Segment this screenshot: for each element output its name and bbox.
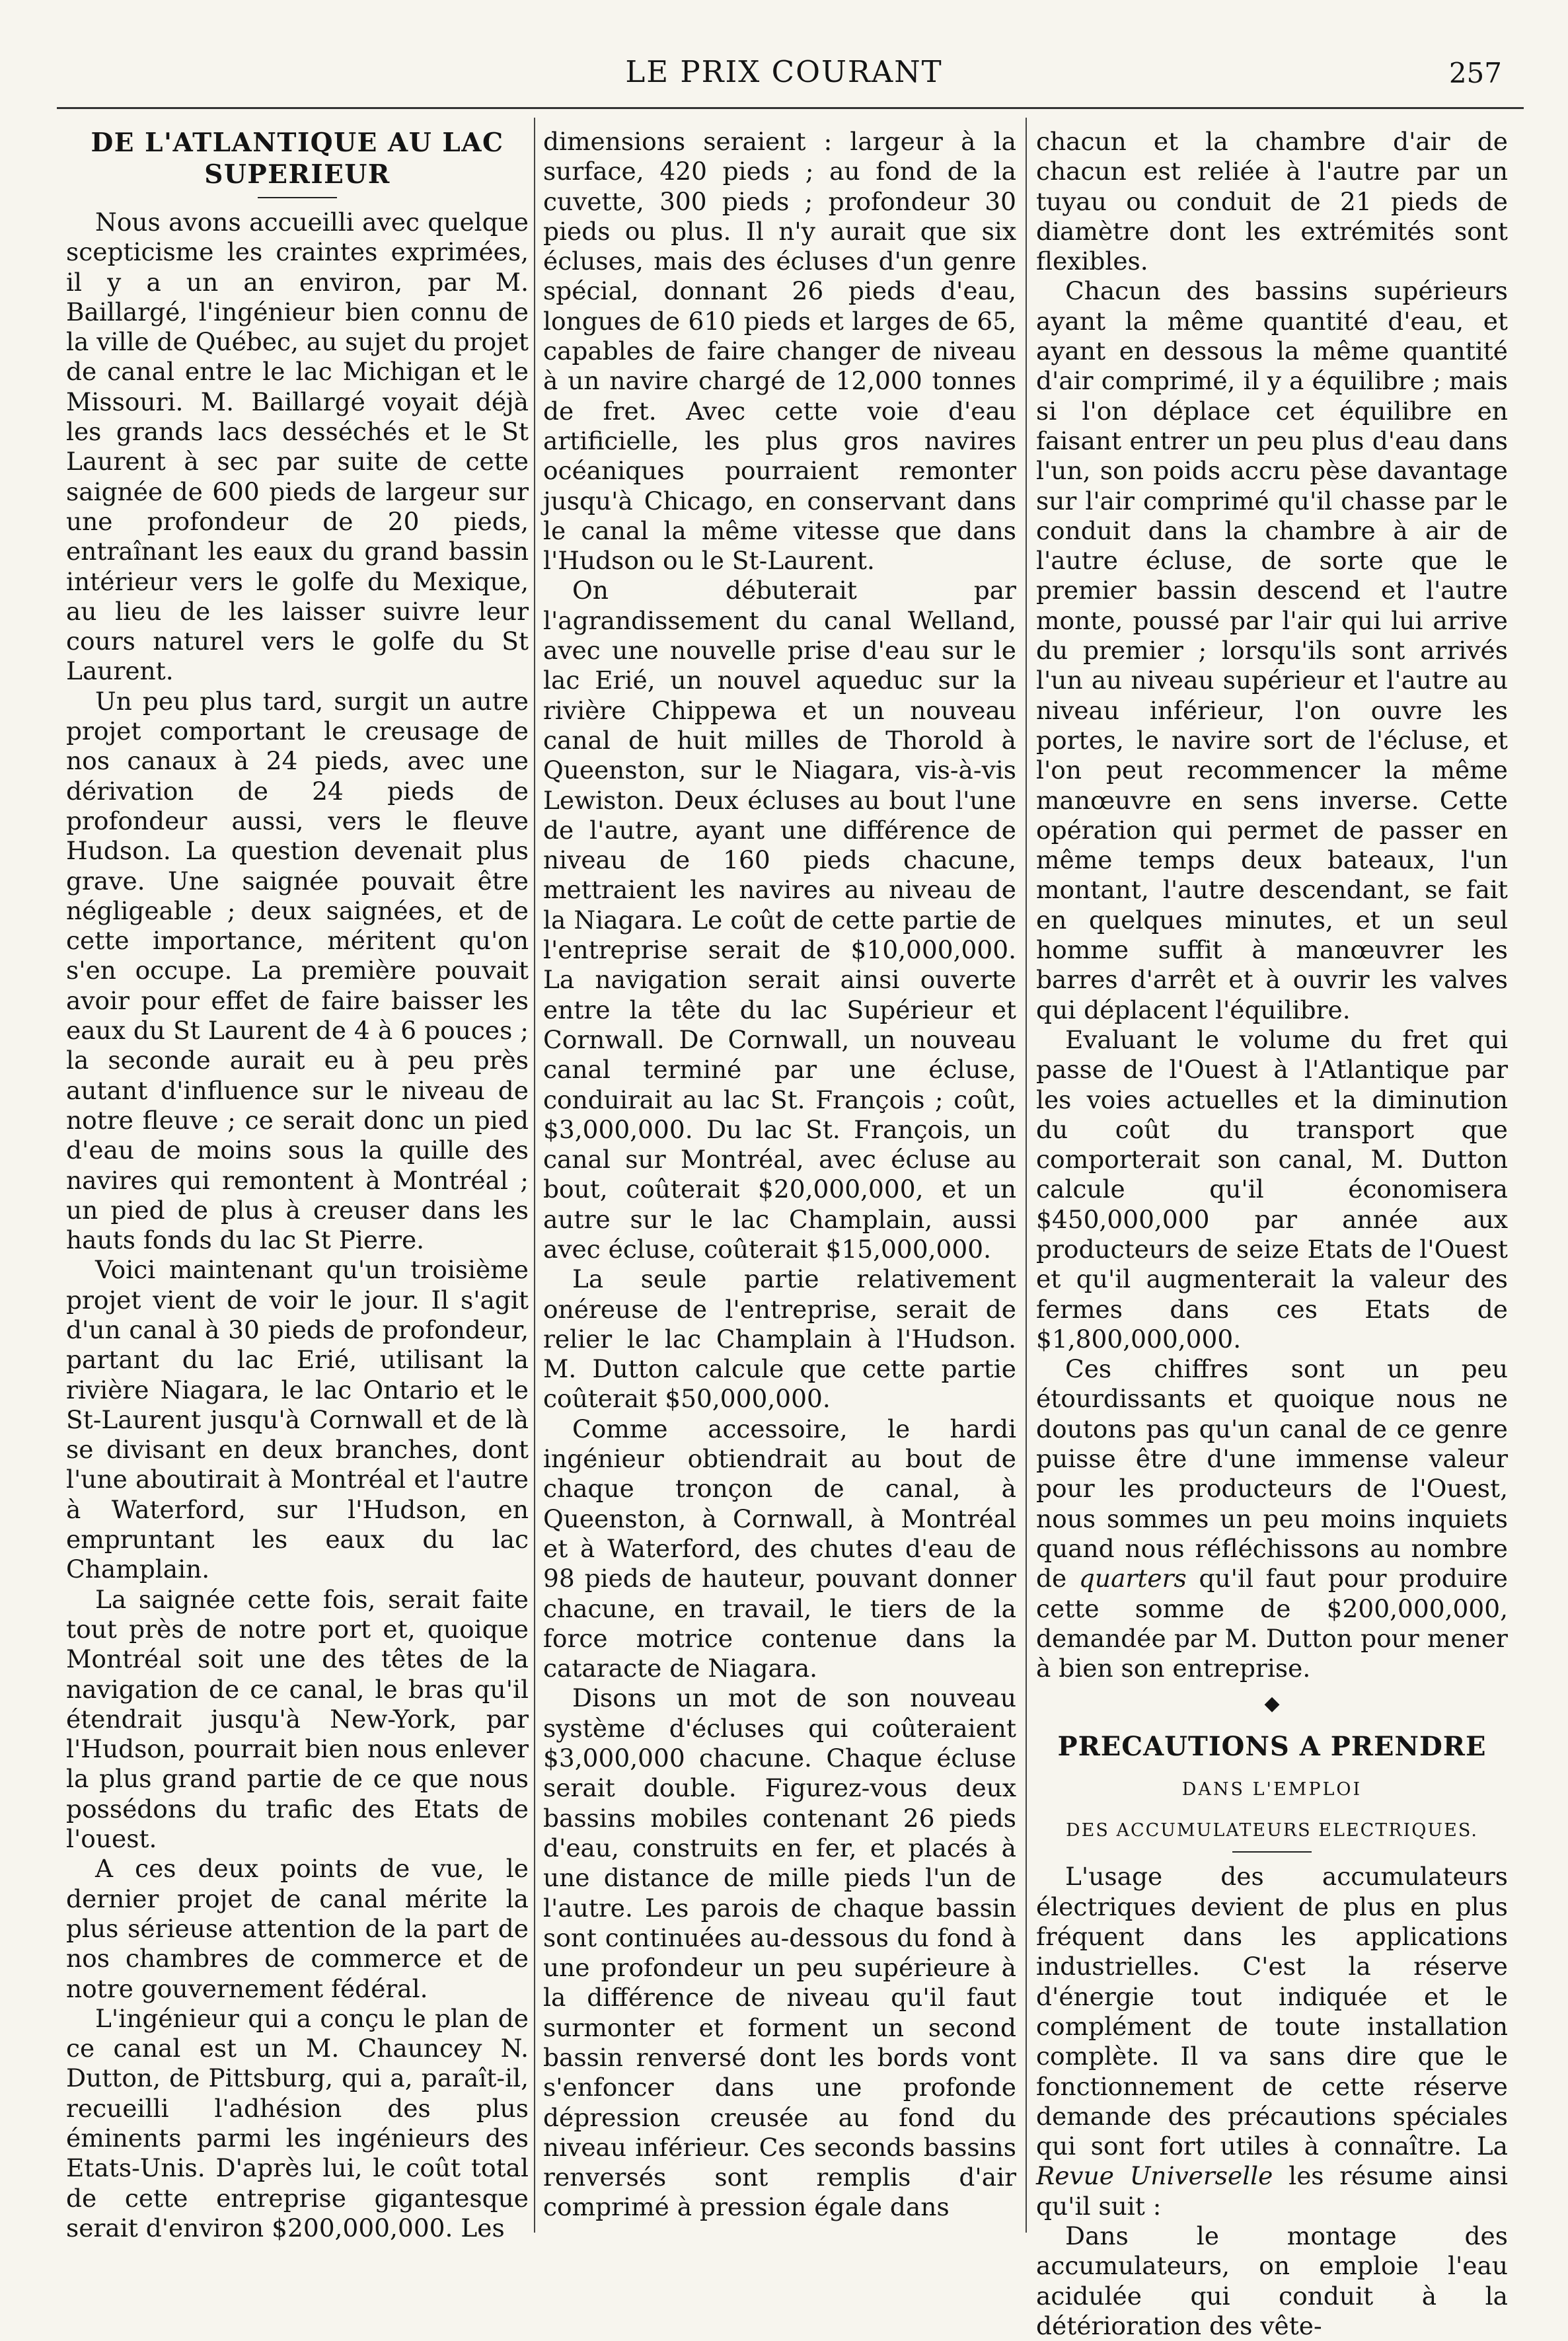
paragraph-text: Ces chiffres sont un peu étourdissants et quoique nous ne doutons pas qu'un canal de ce genre puisse être d'une immense valeur pour les producteurs de l'Ouest, nous sommes un peu moins inquiets quand nous réfléchissons au nombre de [1036,1354,1508,1593]
article-subtitle: DES ACCUMULATEURS ELECTRIQUES. [1066,1820,1478,1841]
paragraph: Dans le montage des accumulateurs, on emploie l'eau acidulée qui conduit à la détérioration des vête- [1036,2221,1508,2340]
article-title: PRECAUTIONS A PRENDRE [1057,1731,1487,1763]
paragraph: Chacun des bassins supérieurs ayant la même quantité d'eau, et ayant en dessous la même quantité d'air comprimé, il y a équilibre ; mais si l'on déplace cet équilibre en faisant entrer un peu plus d'eau dans l'un, son poids accru pèse davantage sur l'air comprimé qu'il chasse par le conduit dans la chambre à air de l'autre écluse, de sorte que le premier bassin descend et l'autre monte, poussé par l'air qui lui arrive du premier ; lorsqu'ils sont arrivés l'un au niveau supérieur et l'autre au niveau inférieur, l'on ouvre les portes, le navire sort de l'écluse, et l'on peut recommencer la même manœuvre en sens inverse. Cette opération qui permet de passer en même temps deux bateaux, l'un montant, l'autre descendant, se fait en quelques minutes, et un seul homme suffit à manœuvrer les barres d'arrêt et à ouvrir les valves qui déplacent l'équilibre. [1036,276,1508,1024]
journal-title: LE PRIX COURANT [625,54,943,89]
article-title: DE L'ATLANTIQUE AU LAC SUPERIEUR [91,128,504,190]
header-rule [57,107,1524,109]
paragraph [1036,1862,1508,2221]
paragraph: chacun et la chambre d'air de chacun est reliée à l'autre par un tuyau ou conduit de 21 pieds de diamètre dont les extrémités sont flexibles. [1036,127,1508,276]
paragraph: L'ingénieur qui a conçu le plan de ce canal est un M. Chauncey N. Dutton, de Pittsburg, qui a, paraît-il, recueilli l'adhésion des plus éminents parmi les ingénieurs des Etats-Unis. D'après lui, le coût total de cette entreprise gigantesque serait d'environ $200,000,000. Les [66,2003,529,2243]
paragraph-text: les résume ainsi qu'il suit : [1036,2161,1508,2221]
column-divider-1 [534,118,535,2233]
paragraph: dimensions seraient : largeur à la surface, 420 pieds ; au fond de la cuvette, 300 pieds ; profondeur 30 pieds ou plus. Il n'y aurait que six écluses, mais des écluses d'un genre spécial, donnant 26 pieds d'eau, longues de 610 pieds et larges de 65, capables de faire changer de niveau à un navire chargé de 12,000 tonnes de fret. Avec cette voie d'eau artificielle, les plus gros navires océaniques pourraient remonter jusqu'à Chicago, en conservant dans le canal la même vitesse que dans l'Hudson ou le St-Laurent. [543,127,1016,576]
section-ornament: ◆ [1264,1692,1280,1716]
paragraph: La seule partie relativement onéreuse de l'entreprise, serait de relier le lac Champlain à l'Hudson. M. Dutton calcule que cette partie coûterait $50,000,000. [543,1264,1016,1414]
title-rule [1232,1851,1312,1853]
paragraph: Comme accessoire, le hardi ingénieur obtiendrait au bout de chaque tronçon de canal, à Queenston, à Cornwall, à Montréal et à Waterford, des chutes d'eau de 98 pieds de hauteur, pouvant donner chacune, en travail, le tiers de la force motrice contenue dans la cataracte de Niagara. [543,1414,1016,1683]
paragraph: Nous avons accueilli avec quelque scepticisme les craintes exprimées, il y a un an environ, par M. Baillargé, l'ingénieur bien connu de la ville de Québec, au sujet du projet de canal entre le lac Michigan et le Missouri. M. Baillargé voyait déjà les grands lacs desséchés et le St Laurent à sec par suite de cette saignée de 600 pieds de largeur sur une profondeur de 20 pieds, entraînant les eaux du grand bassin intérieur vers le golfe du Mexique, au lieu de les laisser suivre leur cours naturel vers le golfe du St Laurent. [66,208,529,686]
italic-term: quarters [1078,1564,1187,1593]
page-number: 257 [1448,57,1502,89]
article-subtitle: DANS L'EMPLOI [1181,1779,1363,1800]
paragraph [1036,1354,1508,1683]
title-rule [258,197,337,198]
italic-term: Revue Universelle [1036,2161,1273,2191]
paragraph: Voici maintenant qu'un troisième projet vient de voir le jour. Il s'agit d'un canal à 30 pieds de profondeur, partant du lac Erié, utilisant la rivière Niagara, le lac Ontario et le St-Laurent jusqu'à Cornwall et de là se divisant en deux branches, dont l'une aboutirait à Montréal et l'autre à Waterford, sur l'Hudson, en empruntant les eaux du lac Champlain. [66,1255,529,1584]
paragraph-text: L'usage des accumulateurs électriques devient de plus en plus fréquent dans les applications industrielles. C'est la réserve d'énergie tout indiquée et le complément de toute installation complète. Il va sans dire que le fonctionnement de cette réserve demande des précautions spéciales qui sont fort utiles à connaître. La [1036,1862,1508,2161]
paragraph-text: qu'il faut pour produire cette somme de $200,000,000, demandée par M. Dutton pour mener à bien son entreprise. [1036,1564,1509,1683]
column-2 [543,127,1016,2242]
paragraph: Un peu plus tard, surgit un autre projet comportant le creusage de nos canaux à 24 pieds, avec une dérivation de 24 pieds de profondeur aussi, vers le fleuve Hudson. La question devenait plus grave. Une saignée pouvait être négligeable ; deux saignées, et de cette importance, méritent qu'on s'en occupe. La première pouvait avoir pour effet de faire baisser les eaux du St Laurent de 4 à 6 pouces ; la seconde aurait eu à peu près autant d'influence sur le niveau de notre fleuve ; ce serait donc un pied d'eau de moins sous la quille des navires qui remontent à Montréal ; un pied de plus à creuser dans les hauts fonds du lac St Pierre. [66,686,529,1255]
paragraph: A ces deux points de vue, le dernier projet de canal mérite la plus sérieuse attention de la part de nos chambres de commerce et de notre gouvernement fédéral. [66,1854,529,2003]
paragraph: On débuterait par l'agrandissement du canal Welland, avec une nouvelle prise d'eau sur le lac Erié, un nouvel aqueduc sur la rivière Chippewa et un nouveau canal de huit milles de Thorold à Queenston, sur le Niagara, vis-à-vis Lewiston. Deux écluses au bout l'une de l'autre, ayant une différence de niveau de 160 pieds chacune, mettraient les navires au niveau de la Niagara. Le coût de cette partie de l'entreprise serait de $10,000,000. La navigation serait ainsi ouverte entre la tête du lac Supérieur et Cornwall. De Cornwall, un nouveau canal terminé par une écluse, conduirait au lac St. François ; coût, $3,000,000. Du lac St. François, un canal sur Montréal, avec écluse au bout, coûterait $20,000,000, et un autre sur le lac Champlain, aussi avec écluse, coûterait $15,000,000. [543,576,1016,1264]
column-1 [66,127,529,2242]
paragraph: Disons un mot de son nouveau système d'écluses qui coûteraient $3,000,000 chacune. Chaque écluse serait double. Figurez-vous deux bassins mobiles contenant 26 pieds d'eau, construits en fer, et placés à une distance de mille pieds l'un de l'autre. Les parois de chaque bassin sont continuées au-dessous du fond à une profondeur un peu supérieure à la différence de niveau qu'il faut surmonter et forment un second bassin renversé dont les bords vont s'enfoncer dans une profonde dépression creusée au fond du niveau inférieur. Ces seconds bassins renversés sont remplis d'air comprimé à pression égale dans [543,1683,1016,2222]
column-3 [1036,127,1509,2340]
paragraph: Evaluant le volume du fret qui passe de l'Ouest à l'Atlantique par les voies actuelles et la diminution du coût du transport que comporterait son canal, M. Dutton calcule qu'il économisera $450,000,000 par année aux producteurs de seize Etats de l'Ouest et qu'il augmenterait la valeur des fermes dans ces Etats de $1,800,000,000. [1036,1024,1508,1354]
column-divider-2 [1026,118,1027,2233]
paragraph: La saignée cette fois, serait faite tout près de notre port et, quoique Montréal soit une des têtes de la navigation de ce canal, le bras qu'il étendrait jusqu'à New-York, par l'Hudson, pourrait bien nous enlever la plus grand partie de ce que nous possédons du trafic des Etats de l'ouest. [66,1584,529,1854]
